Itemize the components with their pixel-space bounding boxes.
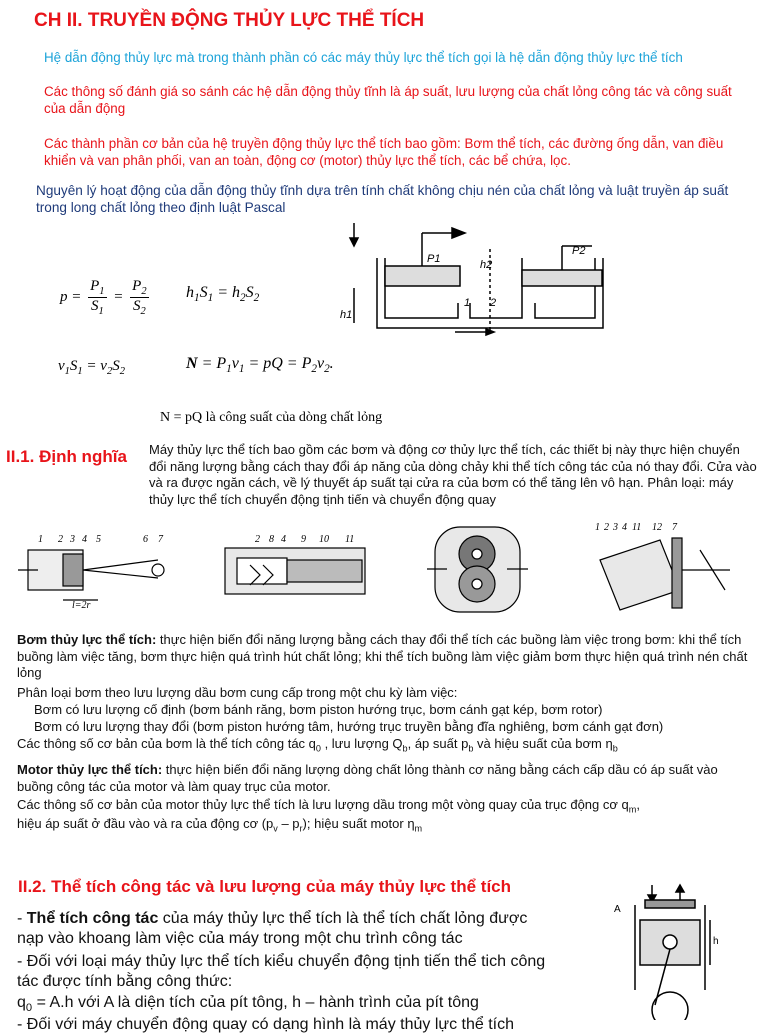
motor-basic-1: Các thông số cơ bản của motor thủy lực thể tích là lưu lượng dầu trong một vòng quay của trục động cơ $q_m$, bbox=[17, 797, 640, 815]
section1-text: Máy thủy lực thể tích bao gồm các bơm và động cơ thủy lực thể tích, các thiết bị này thực hiện chuyển đổi năng lượng bằng cách thay đổi áp năng của dòng chảy khi thể tích công tác của nó thay đổi. Cửa vào và ra được ngăn cách, về lý thuyết áp suất tại cửa ra của bơm có thể tăng lên vô hạn. Phân loại: máy thủy lực thể tích chuyển động tịnh tiến và chuyển động quay bbox=[149, 442, 757, 507]
fig2-number-11: 11 bbox=[345, 534, 355, 545]
fig4-number-4: 4 bbox=[622, 522, 627, 533]
section2-line1-bold: Thể tích công tác bbox=[26, 910, 159, 927]
figure-axial-piston-pump bbox=[580, 520, 740, 615]
section2-line1: - Thể tích công tác của máy thủy lực thể tích là thể tích chất lỏng được nạp vào khoang làm việc của máy trong một chu trình công tác bbox=[17, 910, 528, 947]
formula-caption: N = pQ là công suất của dòng chất lỏng bbox=[160, 410, 383, 425]
params-paragraph: Các thông số đánh giá so sánh các hệ dẫn động thủy tĩnh là áp suất, lưu lượng của chất lỏng công tác và công suất của dẫn động bbox=[44, 84, 732, 116]
diagram-label-2: 2 bbox=[490, 297, 497, 309]
fig2-number-4: 4 bbox=[281, 534, 286, 545]
fig-label-h: h bbox=[713, 936, 719, 947]
page-title: CH II. TRUYỀN ĐỘNG THỦY LỰC THỂ TÍCH bbox=[34, 10, 425, 31]
pascal-diagram bbox=[340, 218, 630, 348]
components-paragraph: Các thành phần cơ bản của hệ truyền động thủy lực thể tích bao gồm: Bơm thể tích, các đường ống dẫn, van điều khiển và van phân phối, van an toàn, động cơ (motor) thủy lực thể tích, các bể chứa, lọc. bbox=[44, 136, 724, 168]
fig4-number-2: 2 bbox=[604, 522, 609, 533]
fig4-number-7: 7 bbox=[672, 522, 677, 533]
figure-piston-cylinder bbox=[610, 880, 730, 1020]
diagram-label-h1: h1 bbox=[340, 309, 353, 321]
fig1-number-1: 1 bbox=[38, 534, 43, 545]
diagram-label-1: 1 bbox=[464, 297, 471, 309]
fig4-number-3: 3 bbox=[613, 522, 618, 533]
section2-heading: II.2. Thể tích công tác và lưu lượng của máy thủy lực thể tích bbox=[18, 877, 511, 896]
fig1-number-5: 5 bbox=[96, 534, 101, 545]
pump-classify: Phân loại bơm theo lưu lượng dầu bơm cung cấp trong một chu kỳ làm việc: bbox=[17, 685, 458, 700]
pump-label: Bơm thủy lực thể tích: bbox=[17, 632, 157, 647]
fig1-dimension: l=2r bbox=[72, 600, 91, 610]
pump-variable: Bơm có lưu lượng thay đổi (bơm piston hướng tâm, hướng trục truyền bằng đĩa nghiêng, bơm cánh gạt đơn) bbox=[34, 719, 664, 734]
definition-paragraph: Hệ dẫn động thủy lực mà trong thành phần có các máy thủy lực thể tích gọi là hệ dẫn động thủy lực thể tích bbox=[44, 50, 683, 65]
fig1-number-3: 3 bbox=[70, 534, 75, 545]
formula-pressure: p = $\frac{P_1}{S_1}$ = $\frac{P_2}{S_2}$ bbox=[60, 278, 147, 317]
section2-line4: - Đối với máy chuyển động quay có dạng hình là máy thủy lực thể tích bbox=[17, 1016, 515, 1033]
formula-velocity: $v_1S_1 = v_2S_2$ bbox=[58, 358, 125, 377]
figure-piston-pump bbox=[8, 530, 178, 610]
diagram-label-p2: P2 bbox=[572, 245, 586, 257]
section1-heading: II.1. Định nghĩa bbox=[6, 447, 127, 466]
pump-text: thực hiện biến đổi năng lượng bằng cách thay đổi thể tích các buồng làm việc trong bơm: khi thể tích buồng làm việc tăng, bơm thực hiện quá trình hút chất lỏng; khi thể tích buồng làm việc giảm bơm thực hiện quá trình nén chất lỏng bbox=[17, 632, 748, 680]
figure-gear-pump bbox=[425, 522, 530, 617]
diagram-label-h2: h2 bbox=[480, 259, 493, 271]
fig1-number-6: 6 bbox=[143, 534, 148, 545]
section2-line2: - Đối với loại máy thủy lực thể tích kiểu chuyển động tịnh tiến thể tich công tác được tính bằng công thức: bbox=[17, 953, 546, 990]
fig4-number-11: 11 bbox=[632, 522, 642, 533]
pump-basic: Các thông số cơ bản của bơm là thể tích công tác $q_0$ , lưu lượng $Q_b$, áp suất $p_b$ và hiệu suất của bơm $\eta_b$ bbox=[17, 736, 618, 754]
formula-power: $N = P_1v_1$ = pQ = $P_2v_2$. bbox=[186, 355, 334, 376]
motor-text: thực hiện biến đổi năng lượng dòng chất lỏng thành cơ năng bằng cách cấp dầu có áp suất vào buồng công tác của motor và làm quay trục của motor. bbox=[17, 762, 718, 794]
principle-paragraph: Nguyên lý hoạt động của dẫn động thủy tĩnh dựa trên tính chất không chịu nén của chất lỏng và luật truyền áp suất trong long chất lỏng theo định luật Pascal bbox=[36, 183, 729, 215]
fig2-number-2: 2 bbox=[255, 534, 260, 545]
section2-line1-text: của máy thủy lực thể tích là thể tích chất lỏng được nạp vào khoang làm việc của máy trong một chu trình công tác bbox=[17, 910, 528, 947]
motor-basic-2: hiệu áp suất ở đầu vào và ra của động cơ $(p_v - p_r)$; hiệu suất motor $\eta_m$ bbox=[17, 816, 423, 834]
figure-plunger-pump bbox=[215, 530, 375, 610]
pump-paragraph bbox=[17, 632, 762, 682]
fig1-number-4: 4 bbox=[82, 534, 87, 545]
fig-label-a: A bbox=[614, 904, 621, 915]
fig4-number-12: 12 bbox=[652, 522, 662, 533]
formula-volume: $h_1S_1 = h_2S_2$ bbox=[186, 284, 260, 305]
section2-line3: $q_0 = A.h$ với A là diện tích của pít tông, h – hành trình của pít tông bbox=[17, 994, 479, 1015]
pump-fixed: Bơm có lưu lượng cố định (bơm bánh răng, bơm piston hướng trục, bơm cánh gạt kép, bơm rotor) bbox=[34, 702, 603, 717]
fig1-number-7: 7 bbox=[158, 534, 163, 545]
fig2-number-9: 9 bbox=[301, 534, 306, 545]
fig2-number-8: 8 bbox=[269, 534, 274, 545]
motor-paragraph bbox=[17, 762, 737, 795]
diagram-label-p1: P1 bbox=[427, 253, 441, 265]
fig1-number-2: 2 bbox=[58, 534, 63, 545]
fig4-number-1: 1 bbox=[595, 522, 600, 533]
motor-label: Motor thủy lực thể tích: bbox=[17, 762, 163, 777]
fig2-number-10: 10 bbox=[319, 534, 329, 545]
